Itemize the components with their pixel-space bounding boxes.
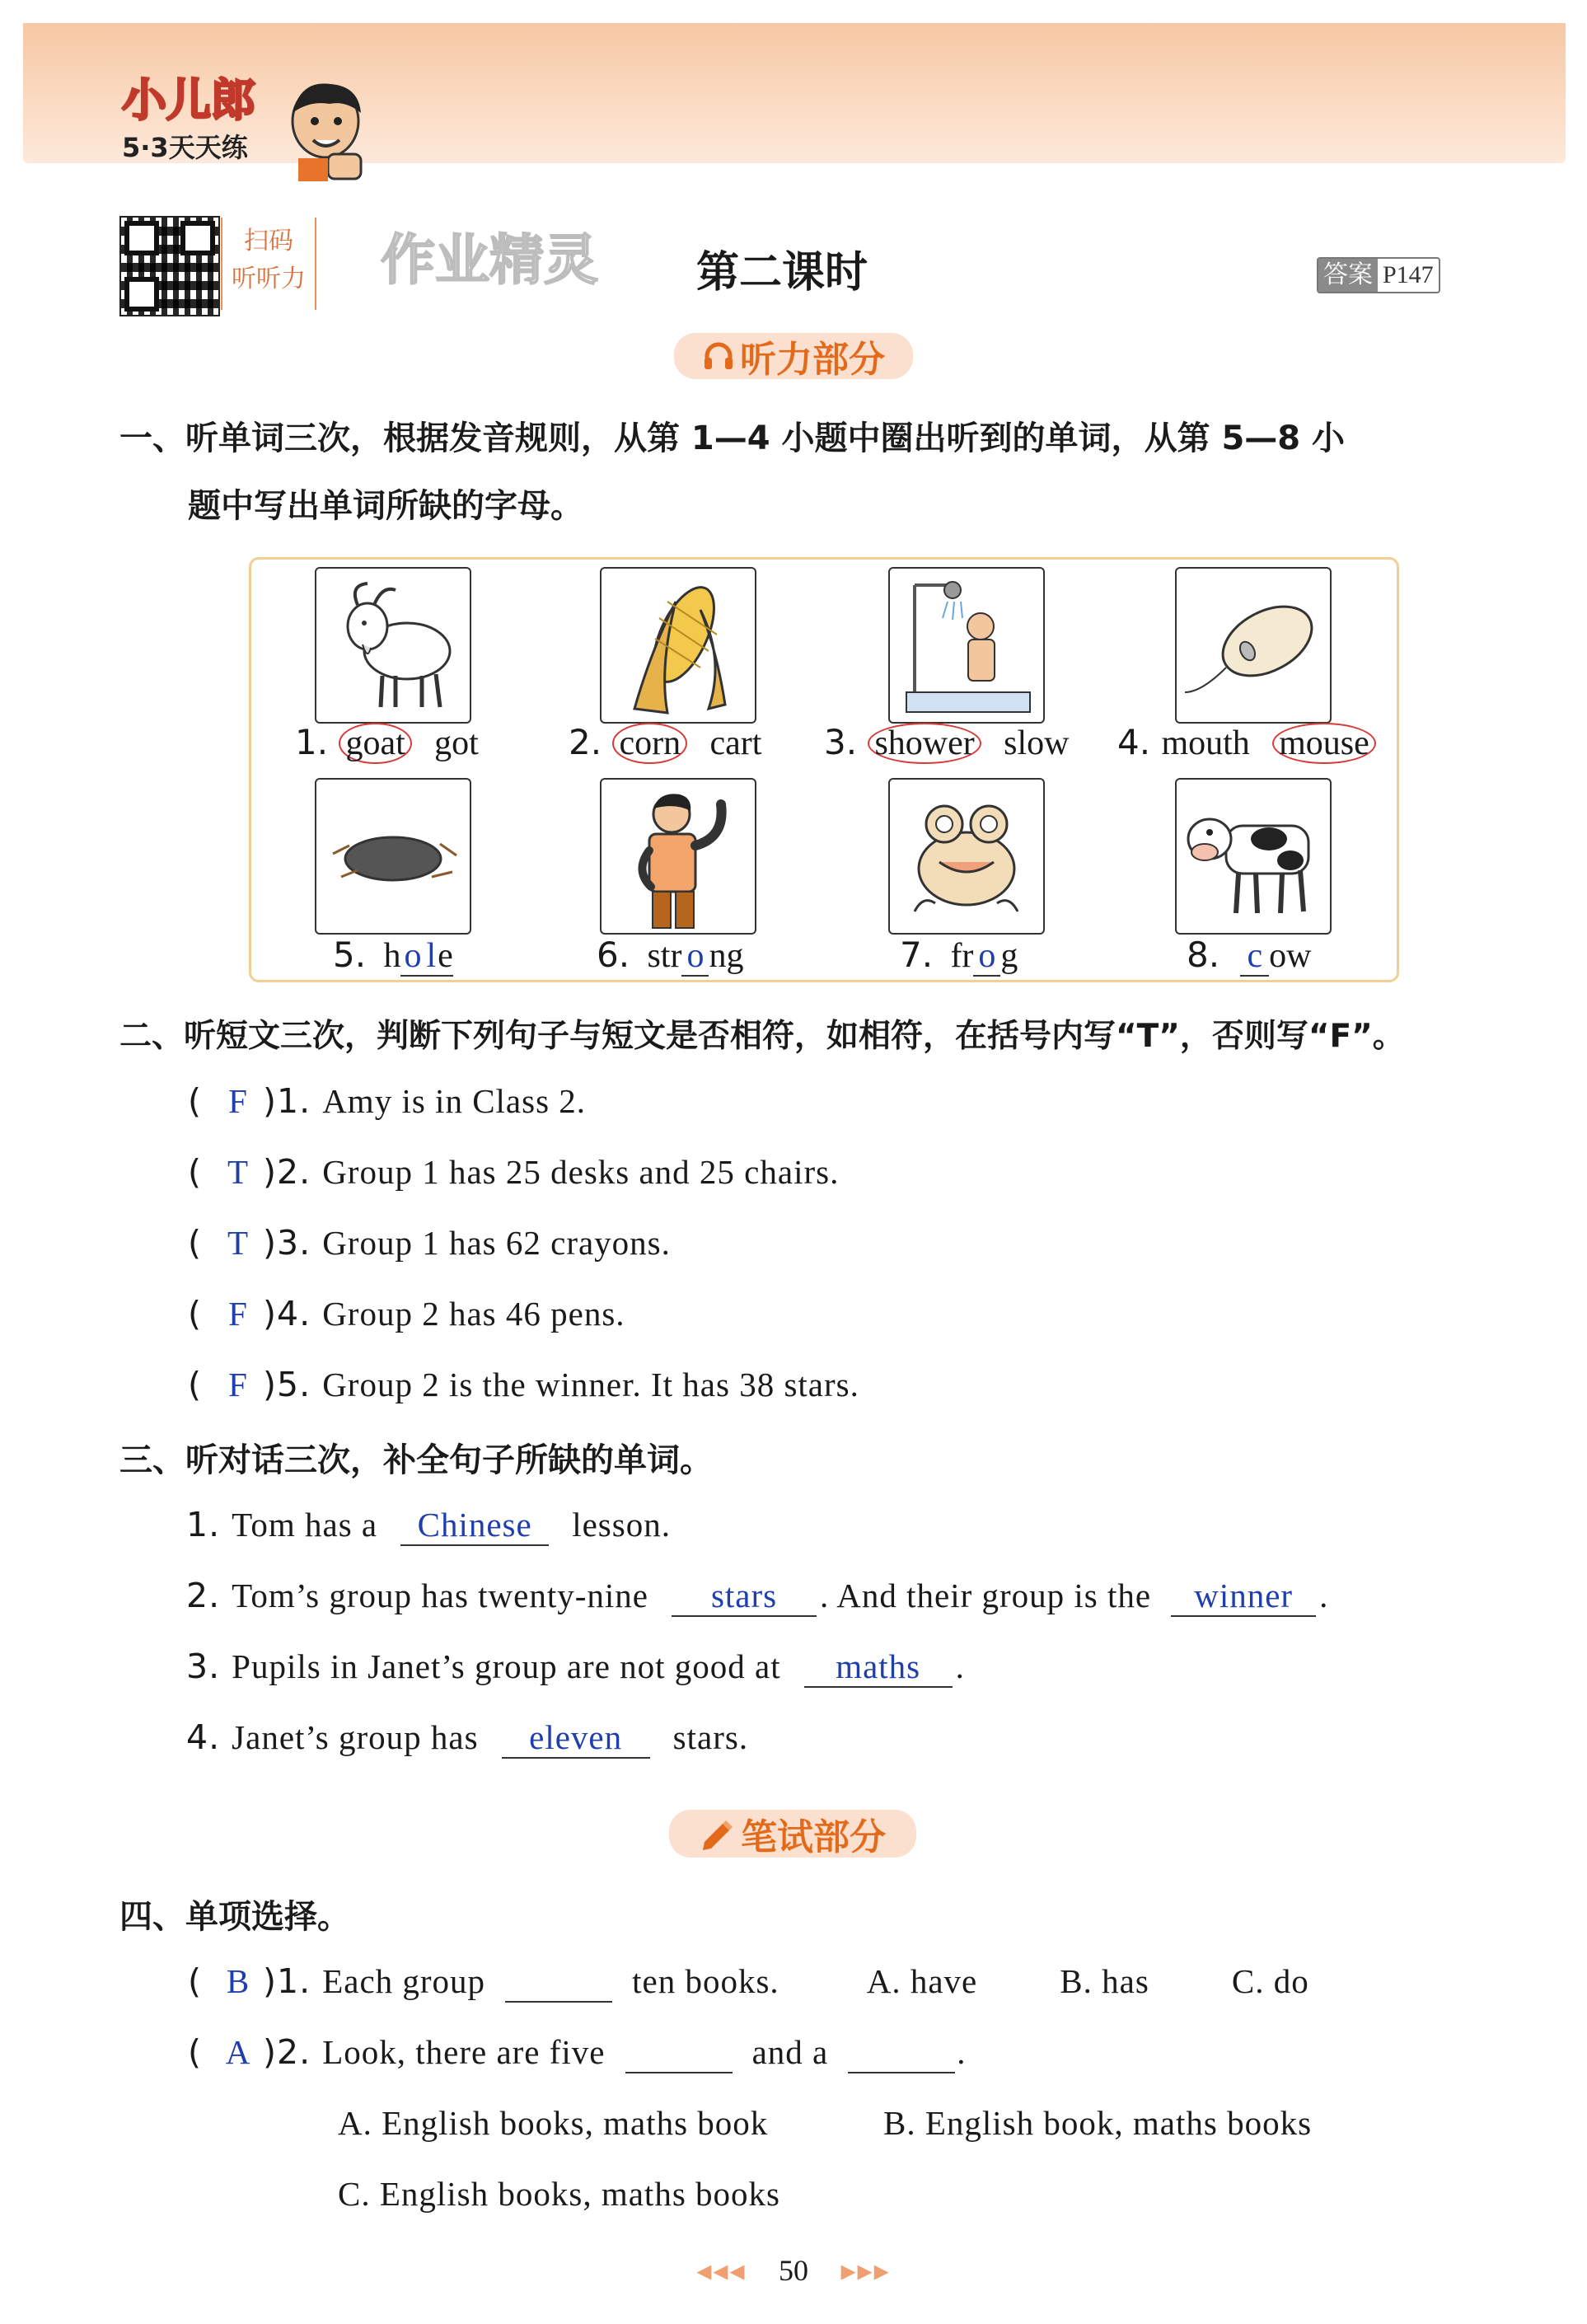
part4-q2-blank2[interactable] <box>848 2032 955 2073</box>
part2-item1-number: 1. <box>277 1081 311 1121</box>
item3-label <box>824 722 1069 763</box>
item6-number: 6. <box>597 935 630 975</box>
lesson-title: 第二课时 <box>696 248 868 298</box>
item8-answer[interactable]: c <box>1240 937 1269 977</box>
part4-q2-number: 2. <box>277 2032 311 2072</box>
part2-item5: ( F )5. Group 2 is the winner. It has 38 stars. <box>188 1365 859 1404</box>
part4-q2-middle: and a <box>751 2033 829 2071</box>
part2-item4-number: 4. <box>277 1294 311 1333</box>
part2-item2-text: Group 1 has 25 desks and 25 chairs. <box>322 1153 840 1191</box>
part4-q1-option-b[interactable]: B. has <box>1060 1962 1149 2000</box>
shower-icon <box>890 569 1043 722</box>
part3-instruction: 三、听对话三次，补全句子所缺的单词。 <box>119 1441 713 1479</box>
part3-s1-before: Tom has a <box>232 1506 378 1544</box>
brand-bottom-text: 5·3天天练 <box>122 132 248 163</box>
part4-q1-option-a[interactable]: A. have <box>866 1962 978 2000</box>
part4-q2-answer[interactable]: A <box>225 2033 251 2071</box>
next-arrows-icon: ▸▸▸ <box>840 2254 891 2288</box>
mascot-boy-icon <box>280 76 371 183</box>
part2-item5-answer[interactable]: F <box>228 1366 248 1403</box>
part2-item4: ( F )4. Group 2 has 46 pens. <box>188 1294 625 1333</box>
picture-goat <box>315 567 471 724</box>
part3-s2-before: Tom’s group has twenty-nine <box>232 1577 648 1614</box>
item8-label <box>1187 935 1311 976</box>
part2-item5-text: Group 2 is the winner. It has 38 stars. <box>322 1366 859 1403</box>
part2-item3: ( T )3. Group 1 has 62 crayons. <box>188 1223 671 1263</box>
item5-answer-l[interactable]: l <box>426 937 437 975</box>
cow-icon <box>1177 780 1330 933</box>
item3-option-slow[interactable]: slow <box>1004 724 1070 762</box>
part4-q2-before: Look, there are five <box>322 2033 606 2071</box>
item5-number: 5. <box>333 935 367 975</box>
part2-item1: ( F )1. Amy is in Class 2. <box>188 1081 587 1121</box>
listening-section-banner <box>674 333 913 379</box>
picture-corn <box>600 567 756 724</box>
part3-sentence1 <box>186 1505 671 1546</box>
writing-section-title: 笔试部分 <box>741 1816 886 1858</box>
item6-answer[interactable]: o <box>681 937 709 977</box>
computer-mouse-icon <box>1177 569 1330 722</box>
part2-item3-text: Group 1 has 62 crayons. <box>322 1224 671 1262</box>
item7-letters-post: g <box>1000 937 1018 975</box>
corn-icon <box>602 569 755 722</box>
item1-option-goat[interactable]: goat <box>339 723 411 764</box>
item5-answer-o[interactable]: o <box>400 937 424 977</box>
part4-q2-option-a[interactable]: A. English books, maths book <box>338 2104 769 2142</box>
item6-letters-post: ng <box>709 937 744 975</box>
part4-q2-option-b[interactable]: B. English book, maths books <box>883 2104 1313 2142</box>
part2-item5-number: 5. <box>277 1365 311 1404</box>
answer-page-number: P147 <box>1383 261 1434 288</box>
item2-option-cart[interactable]: cart <box>709 724 762 762</box>
picture-strong <box>600 778 756 935</box>
part3-s1-answer[interactable]: Chinese <box>400 1505 549 1546</box>
part3-s2-after: . <box>1319 1577 1329 1614</box>
scan-listen-label <box>221 218 316 310</box>
item5-letters-pre: h <box>383 937 401 975</box>
item6-label <box>597 935 743 976</box>
item6-letters-pre: str <box>647 937 682 975</box>
scan-label-line1: 扫码 <box>244 227 293 255</box>
part3-s4-after: stars. <box>672 1718 749 1756</box>
part3-sentence4 <box>186 1717 748 1759</box>
item4-option-mouth[interactable]: mouth <box>1161 724 1250 762</box>
part3-s4-answer[interactable]: eleven <box>502 1717 650 1759</box>
item7-letters-pre: fr <box>950 937 974 975</box>
part4-q2-after: . <box>957 2033 967 2071</box>
item8-letters-post: ow <box>1269 937 1312 975</box>
part3-s2-answer2[interactable]: winner <box>1171 1576 1316 1617</box>
answer-page-badge[interactable] <box>1317 257 1440 293</box>
part4-q1-blank[interactable] <box>505 1961 612 2003</box>
picture-hole <box>315 778 471 935</box>
part3-s3-before: Pupils in Janet’s group are not good at <box>232 1647 781 1685</box>
part2-item3-answer[interactable]: T <box>227 1224 250 1262</box>
strong-man-icon <box>602 780 755 933</box>
prev-arrows-icon: ◂◂◂ <box>696 2254 747 2288</box>
part3-s2-middle: . And their group is the <box>820 1577 1152 1614</box>
page-footer <box>0 2253 1587 2288</box>
item4-label <box>1117 722 1376 763</box>
part3-s1-after: lesson. <box>572 1506 671 1544</box>
part2-item2: ( T )2. Group 1 has 25 desks and 25 chairs. <box>188 1152 840 1192</box>
hole-icon <box>316 780 470 933</box>
part4-question2: ( A )2. Look, there are five and a . <box>188 2032 967 2072</box>
part2-item2-answer[interactable]: T <box>227 1153 250 1191</box>
part4-question1: ( B )1. Each group ten books. A. have B. has C. do <box>188 1961 1309 2001</box>
part4-q2-blank1[interactable] <box>625 2032 733 2073</box>
part2-item4-text: Group 2 has 46 pens. <box>322 1295 625 1333</box>
part3-s3-number: 3. <box>186 1647 221 1686</box>
part4-q1-after: ten books. <box>632 1962 779 2000</box>
item2-number: 2. <box>569 722 602 762</box>
item3-option-shower[interactable]: shower <box>868 723 981 764</box>
part3-sentence3 <box>186 1647 965 1688</box>
part4-q1-before: Each group <box>322 1962 486 2000</box>
part3-s4-number: 4. <box>186 1717 221 1757</box>
part3-s2-answer1[interactable]: stars <box>672 1576 817 1617</box>
qr-code[interactable] <box>119 216 220 316</box>
listening-section-title: 听力部分 <box>740 339 885 381</box>
brand-top-text: 小儿郎 <box>122 74 255 126</box>
part2-item2-number: 2. <box>277 1152 311 1192</box>
writing-section-banner <box>669 1810 916 1858</box>
part2-item4-answer[interactable]: F <box>228 1295 248 1333</box>
part1-instruction-line2: 题中写出单词所缺的字母。 <box>188 487 583 525</box>
headphones-icon <box>702 340 735 372</box>
item8-number: 8. <box>1187 935 1220 975</box>
part2-item3-number: 3. <box>277 1223 311 1263</box>
watermark-text: 作业精灵 <box>381 228 598 292</box>
item3-number: 3. <box>824 722 858 762</box>
item5-letters-post: e <box>438 937 453 975</box>
part3-s1-number: 1. <box>186 1505 221 1544</box>
item4-number: 4. <box>1117 722 1151 762</box>
part4-q2-option-c[interactable]: C. English books, maths books <box>338 2175 780 2213</box>
item7-label <box>900 935 1018 976</box>
answer-tag: 答案 <box>1318 259 1378 292</box>
part4-instruction: 四、单项选择。 <box>119 1898 350 1936</box>
item7-answer[interactable]: o <box>973 937 1000 977</box>
goat-icon <box>316 569 470 722</box>
part4-q1-answer[interactable]: B <box>226 1962 250 2000</box>
item2-label <box>569 722 761 763</box>
part4-q1-number: 1. <box>277 1961 311 2001</box>
item5-label <box>333 935 453 976</box>
item1-number: 1. <box>295 722 329 762</box>
item1-label <box>295 722 479 763</box>
item2-option-corn[interactable]: corn <box>612 723 687 764</box>
picture-shower <box>888 567 1045 724</box>
part3-s3-after: . <box>955 1647 965 1685</box>
page-number: 50 <box>779 2254 808 2287</box>
part3-s3-answer[interactable]: maths <box>804 1647 953 1688</box>
item4-option-mouse[interactable]: mouse <box>1272 723 1376 764</box>
picture-cow <box>1175 778 1332 935</box>
scan-label-line2: 听听力 <box>232 265 306 293</box>
part2-instruction: 二、听短文三次，判断下列句子与短文是否相符，如相符，在括号内写“T”，否则写“F”。 <box>119 1018 1405 1055</box>
part2-item1-answer[interactable]: F <box>228 1082 248 1120</box>
part3-sentence2 <box>186 1576 1328 1617</box>
item7-number: 7. <box>900 935 934 975</box>
part3-s4-before: Janet’s group has <box>232 1718 479 1756</box>
pencil-icon <box>700 1817 736 1850</box>
part3-s2-number: 2. <box>186 1576 221 1615</box>
part1-instruction-line1: 一、听单词三次，根据发音规则，从第 1—4 小题中圈出听到的单词，从第 5—8 小 <box>119 419 1346 457</box>
frog-icon <box>890 780 1043 933</box>
item1-option-got[interactable]: got <box>434 724 479 762</box>
picture-frog <box>888 778 1045 935</box>
part2-item1-text: Amy is in Class 2. <box>322 1082 587 1120</box>
picture-mouse <box>1175 567 1332 724</box>
part4-q1-option-c[interactable]: C. do <box>1231 1962 1309 2000</box>
